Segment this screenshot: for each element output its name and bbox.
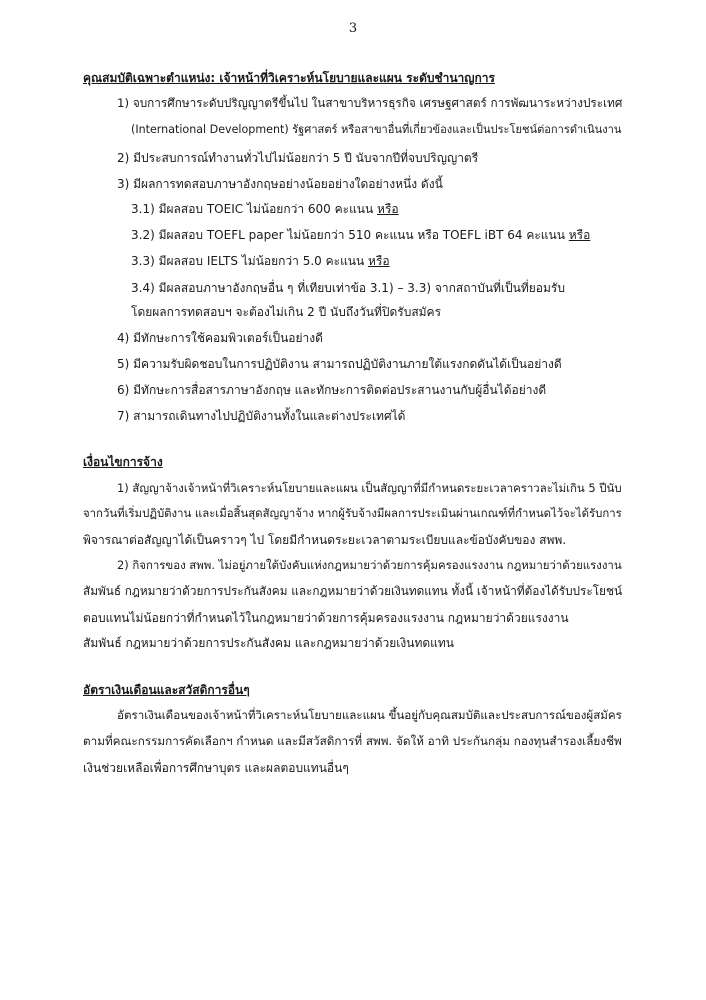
employment-heading: เงื่อนไขการจ้าง bbox=[83, 455, 163, 469]
employment-p1-line-3: พิจารณาต่อสัญญาได้เป็นคราวๆ ไป โดยมีกำหนดระยะเวลาตามระเบียบและข้อบังคับของ สพพ. bbox=[83, 533, 567, 547]
salary-line-3: เงินช่วยเหลือเพื่อการศึกษาบุตร และผลตอบแทนอื่นๆ bbox=[83, 761, 349, 775]
employment-p1-line-1: 1) สัญญาจ้างเจ้าหน้าที่วิเคราะห์นโยบายและแผน เป็นสัญญาที่มีกำหนดระยะเวลาคราวละไม่เกิน 5 ปีนับ bbox=[117, 481, 622, 495]
qualification-item-3-2 bbox=[131, 229, 590, 241]
qualification-item-1-line-2: (International Development) รัฐศาสตร์ หรือสาขาอื่นที่เกี่ยวข้องและเป็นประโยชน์ต่อการดำเนินงาน bbox=[131, 123, 622, 136]
employment-p2-line-3: ตอบแทนไม่น้อยกว่าที่กำหนดไว้ในกฎหมายว่าด้วยการคุ้มครองแรงงาน กฎหมายว่าด้วยแรงงาน bbox=[83, 611, 569, 625]
qualification-item-1-line-1: 1) จบการศึกษาระดับปริญญาตรีขึ้นไป ในสาขาบริหารธุรกิจ เศรษฐศาสตร์ การพัฒนาระหว่างประเทศ bbox=[117, 96, 623, 110]
item-3-2-text: 3.2) มีผลสอบ TOEFL paper ไม่น้อยกว่า 510 คะแนน หรือ TOEFL iBT 64 คะแนน bbox=[131, 228, 569, 242]
salary-line-2: ตามที่คณะกรรมการคัดเลือกฯ กำหนด และมีสวัสดิการที่ สพพ. จัดให้ อาทิ ประกันกลุ่ม กองทุนสำรองเลี้ยงชีพ bbox=[83, 734, 622, 748]
qualification-item-4: 4) มีทักษะการใช้คอมพิวเตอร์เป็นอย่างดี bbox=[117, 331, 323, 345]
item-3-1-or: หรือ bbox=[377, 202, 399, 216]
qualification-item-6: 6) มีทักษะการสื่อสารภาษาอังกฤษ และทักษะการติดต่อประสานงานกับผู้อื่นได้อย่างดี bbox=[117, 383, 547, 397]
qualification-item-7: 7) สามารถเดินทางไปปฏิบัติงานทั้งในและต่างประเทศได้ bbox=[117, 409, 406, 423]
employment-p2-line-4: สัมพันธ์ กฎหมายว่าด้วยการประกันสังคม และกฎหมายว่าด้วยเงินทดแทน bbox=[83, 636, 454, 650]
qualification-item-3-4-line-2: โดยผลการทดสอบฯ จะต้องไม่เกิน 2 ปี นับถึงวันที่ปิดรับสมัคร bbox=[131, 305, 442, 319]
qualification-item-5: 5) มีความรับผิดชอบในการปฏิบัติงาน สามารถปฏิบัติงานภายใต้แรงกดดันได้เป็นอย่างดี bbox=[117, 357, 562, 371]
item-3-1-text: 3.1) มีผลสอบ TOEIC ไม่น้อยกว่า 600 คะแนน bbox=[131, 202, 378, 216]
employment-p2-line-2: สัมพันธ์ กฎหมายว่าด้วยการประกันสังคม และกฎหมายว่าด้วยเงินทดแทน ทั้งนี้ เจ้าหน้าที่ต้องได้รับประโยชน์ bbox=[83, 584, 623, 598]
salary-line-1: อัตราเงินเดือนของเจ้าหน้าที่วิเคราะห์นโยบายและแผน ขึ้นอยู่กับคุณสมบัติและประสบการณ์ของผู้สมัคร bbox=[117, 708, 622, 722]
qualifications-heading: คุณสมบัติเฉพาะตำแหน่ง: เจ้าหน้าที่วิเคราะห์นโยบายและแผน ระดับชำนาญการ bbox=[83, 71, 495, 85]
page-number: 3 bbox=[348, 21, 358, 36]
employment-p2-line-1: 2) กิจการของ สพพ. ไม่อยู่ภายใต้บังคับแห่งกฎหมายว่าด้วยการคุ้มครองแรงงาน กฎหมายว่าด้วยแรงงาน bbox=[117, 558, 622, 572]
item-3-2-or: หรือ bbox=[568, 228, 591, 242]
salary-heading: อัตราเงินเดือนและสวัสดิการอื่นๆ bbox=[83, 683, 250, 697]
item-3-3-text: 3.3) มีผลสอบ IELTS ไม่น้อยกว่า 5.0 คะแนน bbox=[131, 254, 369, 268]
qualification-item-3-1 bbox=[131, 203, 399, 215]
qualification-item-3-3 bbox=[131, 255, 390, 267]
item-3-3-or: หรือ bbox=[368, 254, 390, 268]
employment-p1-line-2: จากวันที่เริ่มปฏิบัติงาน และเมื่อสิ้นสุดสัญญาจ้าง หากผู้รับจ้างมีผลการประเมินผ่านเกณฑ์ที่กำหนดไว้จะได้รับการ bbox=[83, 506, 622, 520]
qualification-item-2: 2) มีประสบการณ์ทำงานทั่วไปไม่น้อยกว่า 5 ปี นับจากปีที่จบปริญญาตรี bbox=[117, 151, 479, 165]
qualification-item-3-4-line-1: 3.4) มีผลสอบภาษาอังกฤษอื่น ๆ ที่เทียบเท่าข้อ 3.1) – 3.3) จากสถาบันที่เป็นที่ยอมรับ bbox=[131, 281, 565, 295]
qualification-item-3: 3) มีผลการทดสอบภาษาอังกฤษอย่างน้อยอย่างใดอย่างหนึ่ง ดังนี้ bbox=[117, 177, 443, 191]
